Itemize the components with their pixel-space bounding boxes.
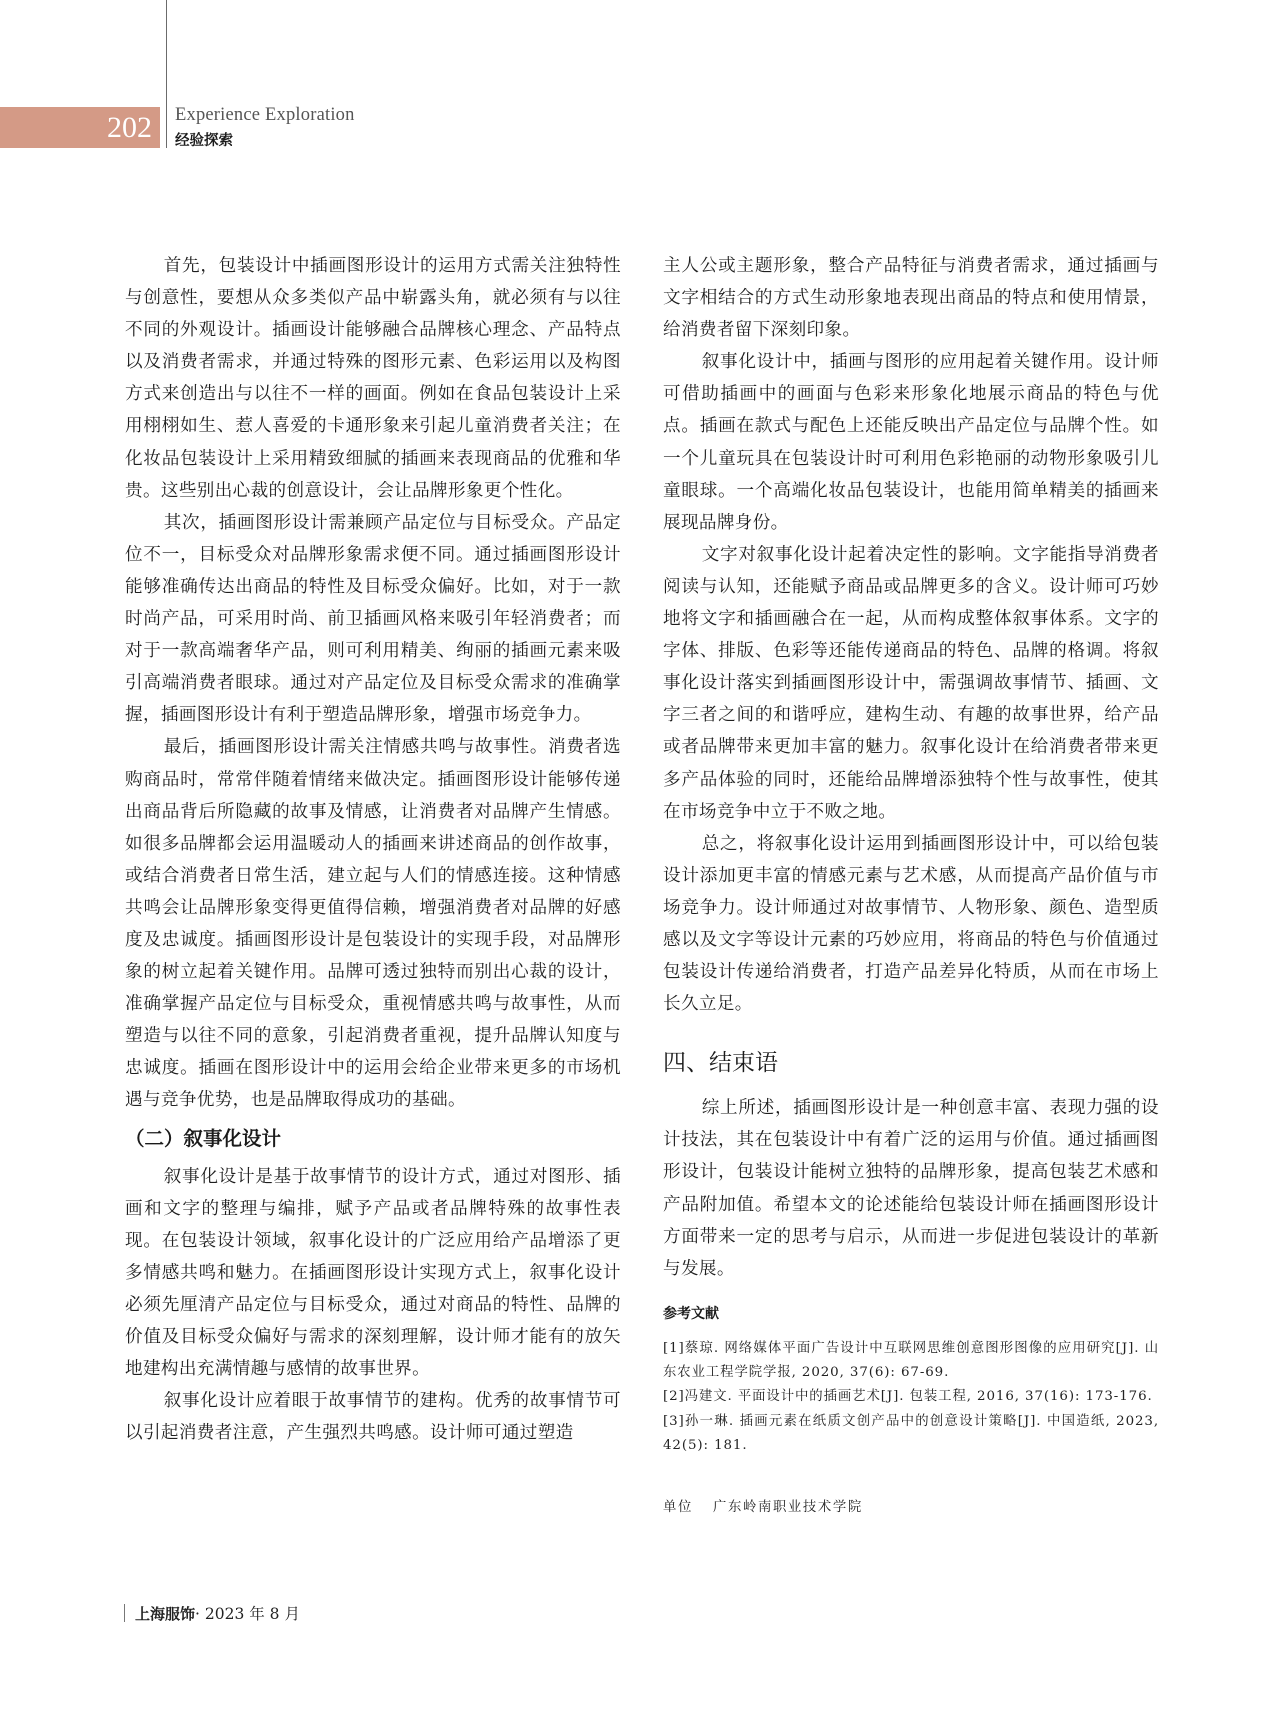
journal-name: 上海服饰	[135, 1605, 196, 1623]
page-number: 202	[107, 111, 152, 144]
body-paragraph: 其次，插画图形设计需兼顾产品定位与目标受众。产品定位不一，目标受众对品牌形象需求便不同。通过插画图形设计能够准确传达出商品的特性及目标受众偏好。比如，对于一款时尚产品，可采用时尚、前卫插画风格来吸引年轻消费者；而对于一款高端奢华产品，则可利用精美、绚丽的插画元素来吸引高端消费者眼球。通过对产品定位及目标受众需求的准确掌握，插画图形设计有利于塑造品牌形象，增强市场竞争力。	[125, 512, 621, 726]
page-footer	[124, 1602, 300, 1624]
body-paragraph: 文字对叙事化设计起着决定性的影响。文字能指导消费者阅读与认知，还能赋予商品或品牌更多的含义。设计师可巧妙地将文字和插画融合在一起，从而构成整体叙事体系。文字的字体、排版、色彩等还能传递商品的特色、品牌的格调。将叙事化设计落实到插画图形设计中，需强调故事情节、插画、文字三者之间的和谐呼应，建构生动、有趣的故事世界，给产品或者品牌带来更加丰富的魅力。叙事化设计在给消费者带来更多产品体验的同时，还能给品牌增添独特个性与故事性，使其在市场竞争中立于不败之地。	[663, 544, 1159, 822]
section-title-zh: 经验探索	[175, 133, 233, 149]
issue-date: · 2023 年 8 月	[195, 1605, 300, 1623]
left-column	[125, 250, 621, 1449]
section-heading-conclusion: 四、结束语	[663, 1050, 778, 1077]
body-paragraph: 叙事化设计中，插画与图形的应用起着关键作用。设计师可借助插画中的画面与色彩来形象化地展示商品的特色与优点。插画在款式与配色上还能反映出产品定位与品牌个性。如一个儿童玩具在包装设计时可利用色彩艳丽的动物形象吸引儿童眼球。一个高端化妆品包装设计，也能用简单精美的插画来展现品牌身份。	[663, 352, 1159, 533]
body-paragraph: 叙事化设计应着眼于故事情节的建构。优秀的故事情节可以引起消费者注意，产生强烈共鸣感。设计师可通过塑造	[125, 1391, 621, 1444]
affiliation-label: 单位	[663, 1500, 693, 1516]
affiliation	[663, 1496, 1159, 1515]
reference-item: [1]蔡琼. 网络媒体平面广告设计中互联网思维创意图形图像的应用研究[J]. 山东农业工程学院学报, 2020, 37(6): 67-69.	[663, 1340, 1159, 1381]
header-divider-line	[166, 0, 167, 148]
references-title: 参考文献	[663, 1305, 719, 1322]
page-number-band	[0, 107, 160, 148]
reference-item: [3]孙一琳. 插画元素在纸质文创产品中的创意设计策略[J]. 中国造纸, 2023, 42(5): 181.	[663, 1413, 1159, 1453]
conclusion-paragraph: 综上所述，插画图形设计是一种创意丰富、表现力强的设计技法，其在包装设计中有着广泛的运用与价值。通过插画图形设计，包装设计能树立独特的品牌形象，提高包装艺术感和产品附加值。希望本文的论述能给包装设计师在插画图形设计方面带来一定的思考与启示，从而进一步促进包装设计的革新与发展。	[663, 1098, 1159, 1279]
body-paragraph: 叙事化设计是基于故事情节的设计方式，通过对图形、插画和文字的整理与编排，赋予产品或者品牌特殊的故事性表现。在包装设计领域，叙事化设计的广泛应用给产品增添了更多情感共鸣和魅力。在插画图形设计实现方式上，叙事化设计必须先厘清产品定位与目标受众，通过对商品的特性、品牌的价值及目标受众偏好与需求的深刻理解，设计师才能有的放矢地建构出充满情趣与感情的故事世界。	[125, 1166, 621, 1380]
section-title-en: Experience Exploration	[175, 105, 355, 125]
reference-item: [2]冯建文. 平面设计中的插画艺术[J]. 包装工程, 2016, 37(16): 173-176.	[663, 1389, 1153, 1405]
subsection-heading: （二）叙事化设计	[125, 1126, 282, 1150]
body-paragraph: 总之，将叙事化设计运用到插画图形设计中，可以给包装设计添加更丰富的情感元素与艺术感，从而提高产品价值与市场竞争力。设计师通过对故事情节、人物形象、颜色、造型质感以及文字等设计元素的巧妙应用，将商品的特色与价值通过包装设计传递给消费者，打造产品差异化特质，从而在市场上长久立足。	[663, 833, 1159, 1015]
affiliation-name: 广东岭南职业技术学院	[712, 1500, 863, 1516]
body-paragraph: 首先，包装设计中插画图形设计的运用方式需关注独特性与创意性，要想从众多类似产品中崭露头角，就必须有与以往不同的外观设计。插画设计能够融合品牌核心理念、产品特点以及消费者需求，并通过特殊的图形元素、色彩运用以及构图方式来创造出与以往不一样的画面。例如在食品包装设计上采用栩栩如生、惹人喜爱的卡通形象来引起儿童消费者关注；在化妆品包装设计上采用精致细腻的插画来表现商品的优雅和华贵。这些别出心裁的创意设计，会让品牌形象更个性化。	[125, 256, 621, 501]
right-column	[663, 250, 1159, 1515]
footer-divider	[124, 1604, 125, 1622]
body-paragraph-continuation: 主人公或主题形象，整合产品特征与消费者需求，通过插画与文字相结合的方式生动形象地表现出商品的特点和使用情景，给消费者留下深刻印象。	[663, 256, 1159, 341]
body-paragraph: 最后，插画图形设计需关注情感共鸣与故事性。消费者选购商品时，常常伴随着情绪来做决定。插画图形设计能够传递出商品背后所隐藏的故事及情感，让消费者对品牌产生情感。如很多品牌都会运用温暖动人的插画来讲述商品的创作故事，或结合消费者日常生活，建立起与人们的情感连接。这种情感共鸣会让品牌形象变得更值得信赖，增强消费者对品牌的好感度及忠诚度。插画图形设计是包装设计的实现手段，对品牌形象的树立起着关键作用。品牌可透过独特而别出心裁的设计，准确掌握产品定位与目标受众，重视情感共鸣与故事性，从而塑造与以往不同的意象，引起消费者重视，提升品牌认知度与忠诚度。插画在图形设计中的运用会给企业带来更多的市场机遇与竞争优势，也是品牌取得成功的基础。	[125, 737, 621, 1111]
